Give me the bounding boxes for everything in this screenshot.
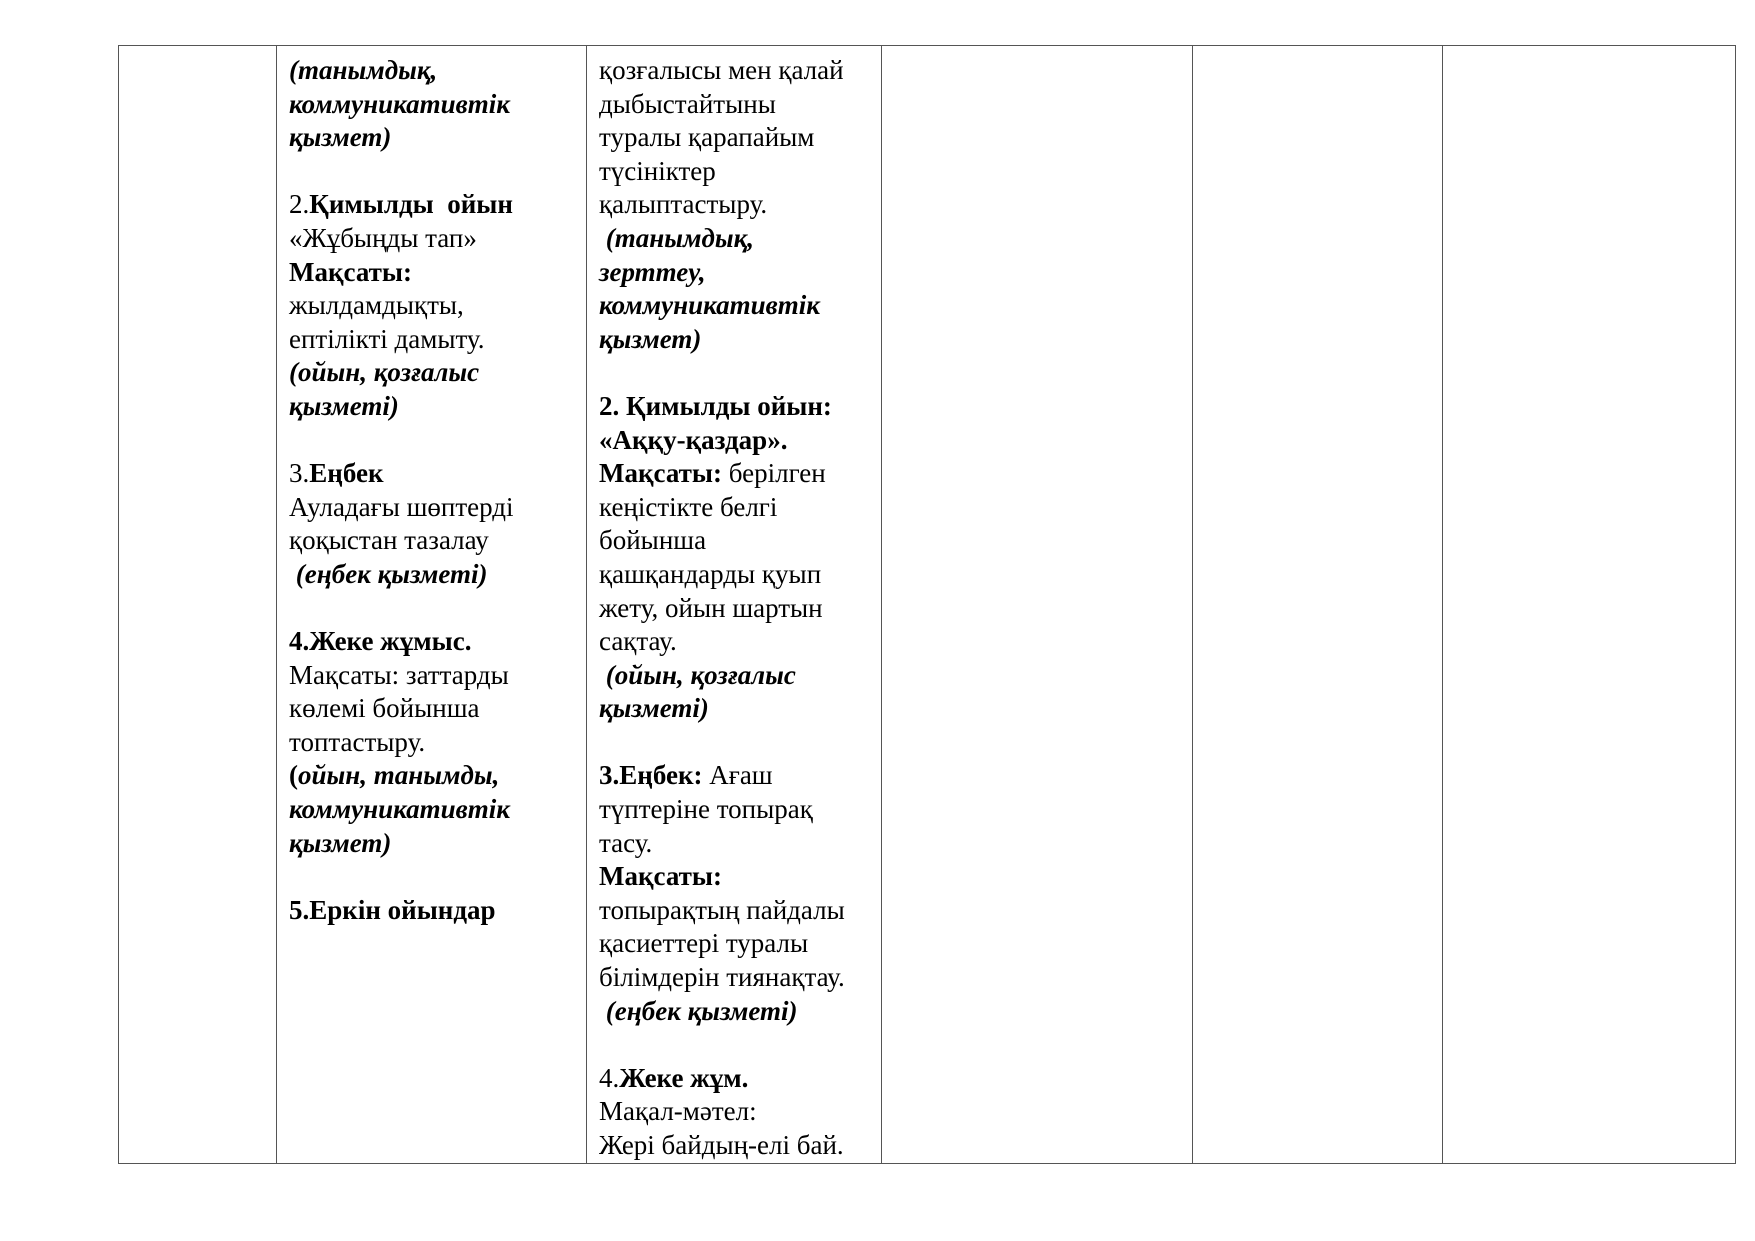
text-line: 5.Еркін ойындар [289,894,496,925]
blank-line [599,356,881,390]
text-line [599,1062,881,1096]
text-line: (танымдық, [599,222,755,253]
text-line: (ойын, қозғалыс [599,659,796,690]
text-line: кеңістікте белгі [599,491,778,522]
blank-line [599,1028,881,1062]
text-line [289,188,586,222]
empty-cell-4 [882,46,1193,1164]
item-number: 3. [289,458,310,489]
item-heading: 3.Еңбек: [599,760,703,791]
text-line: қызмет) [599,323,702,354]
text-line [289,457,586,491]
text-line: Ауладағы шөптерді [289,491,514,522]
text-line: жету, ойын шартын [599,592,823,623]
text-line: сақтау. [599,626,677,657]
text-line [599,457,881,491]
activities-text-right [587,46,881,1163]
text-line: топырақтың пайдалы [599,894,845,925]
item-heading: Жеке жұм. [619,1062,749,1093]
text-line: қызметі) [289,390,399,421]
text-line: коммуникативтік [289,88,510,119]
text-line: қашқандарды қуып [599,558,822,589]
text-line: қозғалысы мен қалай [599,55,844,85]
blank-line [599,726,881,760]
text-line: (танымдық, [289,55,438,85]
text-line: «Аққу-қаздар». [599,424,788,455]
text-line: түсініктер [599,155,716,186]
text-line: қызметі) [599,693,709,724]
text-line: түптеріне топырақ [599,794,813,825]
text-line: топтастыру. [289,726,426,757]
text-line: бойынша [599,525,707,556]
blank-line [289,424,586,458]
text-line: қызмет) [289,827,392,858]
text-line: қоқыстан тазалау [289,525,489,556]
text-line: Мақал-мәтел: [599,1096,757,1127]
text-line: ептілікті дамыту. [289,323,485,354]
text-line: Мақсаты: [599,861,722,892]
text-line: білімдерін тиянақтау. [599,962,845,993]
blank-line [289,860,586,894]
plan-table [118,45,1736,1164]
blank-line [289,155,586,189]
text-line: Жері байдың-елі бай. [599,1130,844,1160]
text-line: тасу. [599,827,653,858]
text-line: коммуникативтік [599,290,820,321]
text-line: 2. Қимылды ойын: [599,390,832,421]
goal-label: Мақсаты: [599,458,722,489]
activity-type: ойын, танымды, [298,760,500,791]
item-number: 2. [289,189,310,220]
text-line: қасиеттері туралы [599,928,809,959]
text-line [289,759,586,793]
text-line: коммуникативтік [289,794,510,825]
activities-text-left [277,46,586,927]
empty-cell-5 [1193,46,1443,1164]
text-line: қызмет) [289,122,392,153]
text-line: «Жұбыңды тап» [289,222,477,253]
item-heading: Қимылды ойын [309,189,513,220]
activities-cell-left [277,46,587,1164]
text-line: 4.Жеке жұмыс. [289,626,472,657]
text-line: жылдамдықты, [289,290,464,321]
text-line: зерттеу, [599,256,706,287]
text-line [599,759,881,793]
text-line: (еңбек қызметі) [289,558,488,589]
empty-cell-6 [1443,46,1736,1164]
goal-text: берілген [722,458,826,489]
text-line: Мақсаты: заттарды [289,659,509,690]
text-line: Мақсаты: [289,256,412,287]
text-line: қалыптастыру. [599,189,768,220]
text-line: (еңбек қызметі) [599,995,798,1026]
paren: ( [289,760,298,791]
item-text: Ағаш [702,760,773,791]
item-number: 4. [599,1062,620,1093]
text-line: дыбыстайтыны [599,88,776,119]
text-line: көлемі бойынша [289,693,480,724]
activities-cell-right [587,46,882,1164]
item-heading: Еңбек [309,458,384,489]
table-row [119,46,1736,1164]
text-line: (ойын, қозғалыс [289,357,480,388]
blank-line [289,592,586,626]
empty-cell-1 [119,46,277,1164]
text-line: туралы қарапайым [599,122,815,153]
